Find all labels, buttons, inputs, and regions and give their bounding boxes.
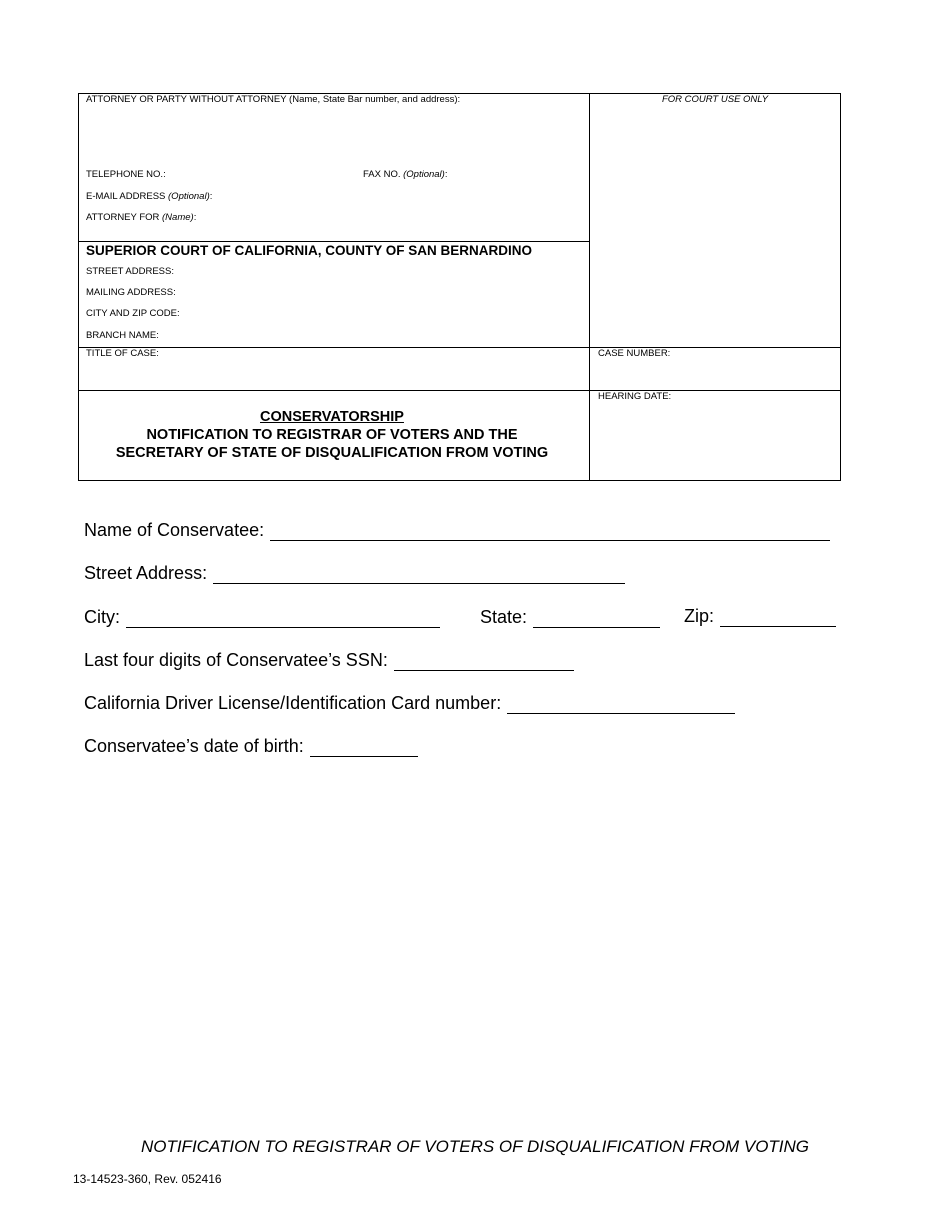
state-label: State:	[480, 607, 528, 627]
street-address-label: STREET ADDRESS:	[86, 266, 174, 277]
attorney-label: ATTORNEY OR PARTY WITHOUT ATTORNEY (Name, State Bar number, and address):	[86, 94, 461, 105]
zip-field[interactable]	[720, 609, 836, 627]
form-number: 13-14523-360, Rev. 052416	[73, 1172, 222, 1186]
ssn-row	[84, 650, 574, 671]
title-of-case-label: TITLE OF CASE:	[86, 348, 159, 359]
document-heading: CONSERVATORSHIP	[260, 409, 404, 425]
email-label: E-MAIL ADDRESS (Optional):	[86, 191, 213, 202]
hearing-date-label: HEARING DATE:	[598, 391, 672, 402]
mailing-address-label: MAILING ADDRESS:	[86, 287, 176, 298]
license-label: California Driver License/Identification Card number:	[84, 693, 502, 713]
license-row	[84, 693, 735, 714]
state-row	[480, 607, 660, 628]
city-field[interactable]	[126, 610, 440, 628]
zip-label: Zip:	[684, 606, 715, 626]
footer-title: NOTIFICATION TO REGISTRAR OF VOTERS OF DISQUALIFICATION FROM VOTING	[140, 1137, 810, 1156]
city-row	[84, 607, 440, 628]
document-title	[80, 408, 584, 462]
document-title-line1: NOTIFICATION TO REGISTRAR OF VOTERS AND THE	[146, 427, 518, 443]
document-title-divider	[78, 390, 841, 391]
caption-divider-vertical	[589, 93, 590, 481]
dob-label: Conservatee’s date of birth:	[84, 736, 304, 756]
state-field[interactable]	[533, 610, 660, 628]
fax-label: FAX NO. (Optional):	[363, 169, 448, 180]
city-label: City:	[84, 607, 120, 627]
court-section-divider	[78, 241, 589, 242]
conservatee-name-row	[84, 520, 830, 541]
street-address-row	[84, 563, 625, 584]
case-title-divider	[78, 347, 841, 348]
attorney-for-label: ATTORNEY FOR (Name):	[86, 212, 197, 223]
zip-row	[684, 606, 836, 627]
telephone-label: TELEPHONE NO.:	[86, 169, 166, 180]
license-field[interactable]	[507, 696, 735, 714]
document-title-line2: SECRETARY OF STATE OF DISQUALIFICATION FROM VOTING	[115, 445, 549, 461]
dob-field[interactable]	[310, 739, 418, 757]
street-address-field[interactable]	[213, 566, 625, 584]
court-name: SUPERIOR COURT OF CALIFORNIA, COUNTY OF SAN BERNARDINO	[86, 243, 533, 258]
ssn-field[interactable]	[394, 653, 574, 671]
ssn-label: Last four digits of Conservatee’s SSN:	[84, 650, 388, 670]
conservatee-name-field[interactable]	[270, 523, 830, 541]
case-number-label: CASE NUMBER:	[598, 348, 671, 359]
conservatee-name-label: Name of Conservatee:	[84, 520, 265, 540]
dob-row	[84, 736, 418, 757]
branch-name-label: BRANCH NAME:	[86, 330, 159, 341]
court-use-label: FOR COURT USE ONLY	[661, 94, 769, 105]
street-address-field-label: Street Address:	[84, 563, 208, 583]
city-zip-label: CITY AND ZIP CODE:	[86, 308, 180, 319]
